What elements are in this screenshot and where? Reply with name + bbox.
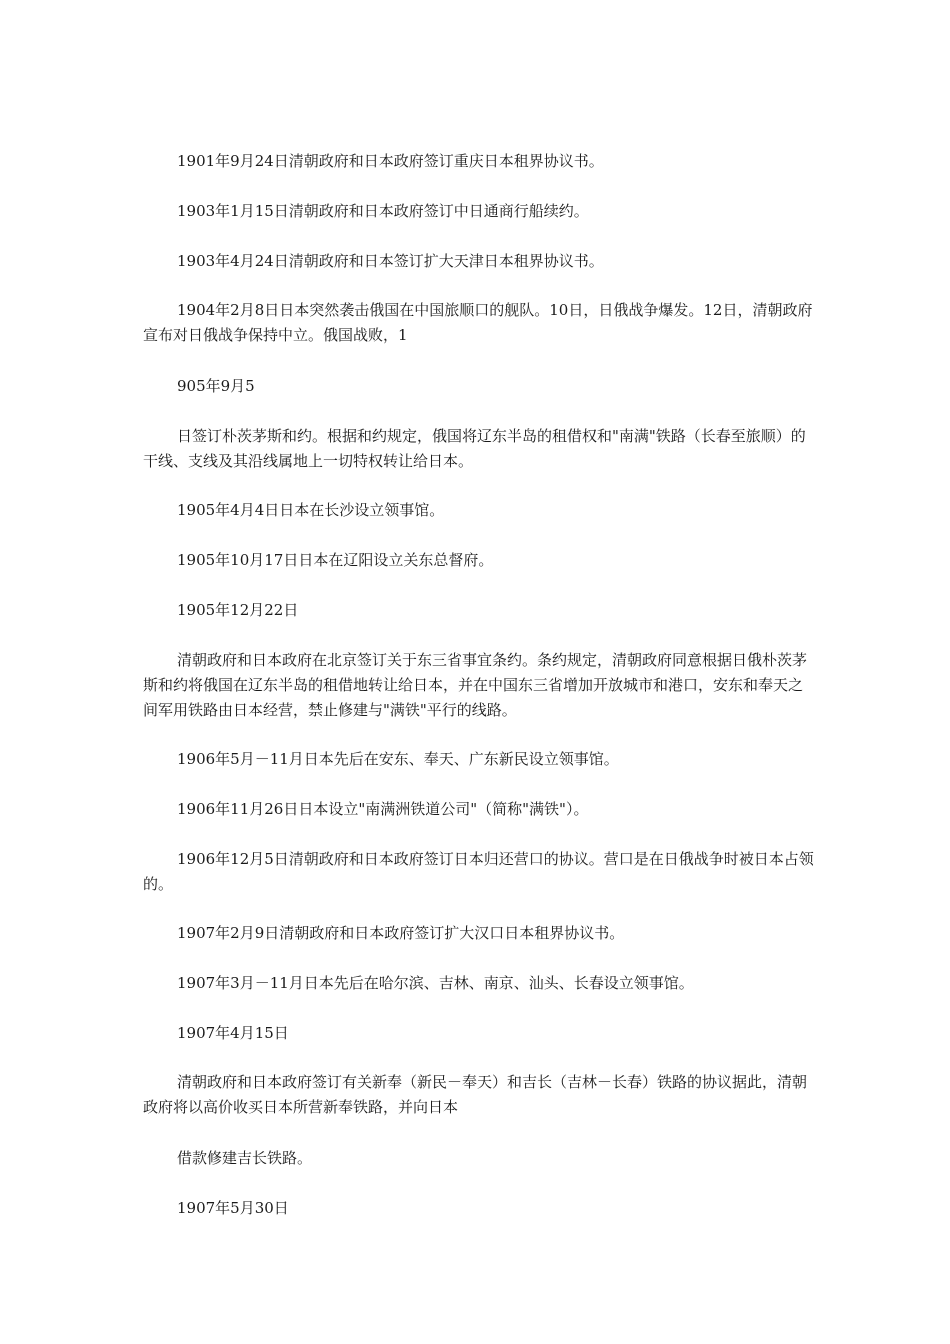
paragraph: 1906年11月26日日本设立"南满洲铁道公司"（简称"满铁"）。	[177, 800, 589, 818]
paragraph: 905年9月5	[177, 377, 255, 395]
paragraph: 1907年2月9日清朝政府和日本政府签订扩大汉口日本租界协议书。	[177, 924, 625, 942]
paragraph: 1905年12月22日	[177, 601, 299, 619]
paragraph: 1903年1月15日清朝政府和日本政府签订中日通商行船续约。	[177, 202, 589, 220]
paragraph: 借款修建吉长铁路。	[177, 1149, 313, 1167]
paragraph: 1907年4月15日	[177, 1024, 289, 1042]
paragraph: 1907年5月30日	[177, 1199, 289, 1217]
paragraph: 1901年9月24日清朝政府和日本政府签订重庆日本租界协议书。	[177, 152, 604, 170]
paragraph: 1905年4月4日日本在长沙设立领事馆。	[177, 501, 445, 519]
paragraph: 1906年5月－11月日本先后在安东、奉天、广东新民设立领事馆。	[177, 750, 619, 768]
paragraph: 1907年3月－11月日本先后在哈尔滨、吉林、南京、汕头、长春设立领事馆。	[177, 974, 694, 992]
paragraph: 日签订朴茨茅斯和约。根据和约规定，俄国将辽东半岛的租借权和"南满"铁路（长春至旅顺）的干线、支线及其沿线属地上一切特权转让给日本。	[143, 427, 806, 470]
paragraph: 清朝政府和日本政府签订有关新奉（新民－奉天）和吉长（吉林－长春）铁路的协议据此，清朝政府将以高价收买日本所营新奉铁路，并向日本	[143, 1073, 808, 1116]
paragraph: 1905年10月17日日本在辽阳设立关东总督府。	[177, 551, 494, 569]
paragraph: 1903年4月24日清朝政府和日本签订扩大天津日本租界协议书。	[177, 252, 604, 270]
paragraph: 1906年12月5日清朝政府和日本政府签订日本归还营口的协议。营口是在日俄战争时被日本占领的。	[143, 850, 814, 893]
paragraph: 1904年2月8日日本突然袭击俄国在中国旅顺口的舰队。10日，日俄战争爆发。12日，清朝政府宣布对日俄战争保持中立。俄国战败，1	[143, 301, 813, 344]
paragraph: 清朝政府和日本政府在北京签订关于东三省事宜条约。条约规定，清朝政府同意根据日俄朴茨茅斯和约将俄国在辽东半岛的租借地转让给日本，并在中国东三省增加开放城市和港口，安东和奉天之间军用铁路由日本经营，禁止修建与"满铁"平行的线路。	[143, 651, 808, 719]
